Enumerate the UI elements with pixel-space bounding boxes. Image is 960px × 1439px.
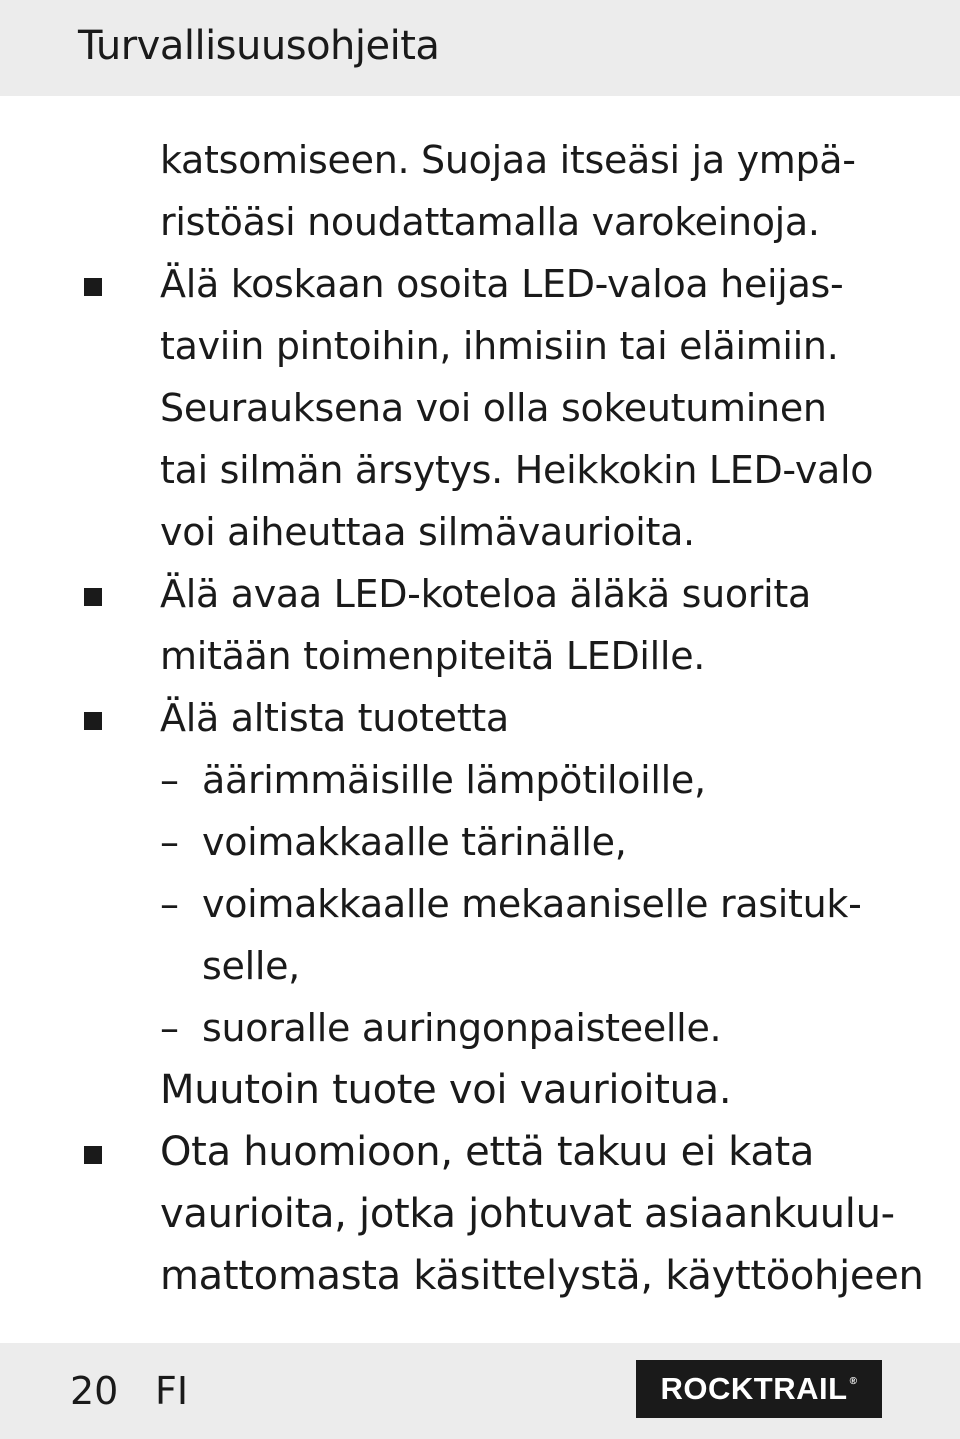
text-line: ristöäsi noudattamalla varokeinoja.: [160, 200, 820, 244]
text-line: voi aiheuttaa silmävaurioita.: [160, 510, 695, 554]
text-line: tai silmän ärsytys. Heikkokin LED-valo: [160, 448, 874, 492]
text-line: Älä koskaan osoita LED-valoa heijas-: [160, 262, 844, 306]
dash-list-item: [160, 756, 706, 804]
text-line: Seurauksena voi olla sokeutuminen: [160, 386, 827, 430]
square-bullet-icon: [84, 712, 102, 730]
square-bullet-icon: [84, 278, 102, 296]
text-line: mitään toimenpiteitä LEDille.: [160, 634, 706, 678]
registered-mark: ®: [849, 1375, 858, 1387]
dash-list-item: [160, 818, 627, 866]
dash-item-text: suoralle auringonpaisteelle.: [202, 1006, 722, 1050]
dash-list-item: [160, 1004, 721, 1052]
text-line: selle,: [202, 944, 300, 988]
dash-item-text: äärimmäisille lämpötiloille,: [202, 758, 706, 802]
dash-marker: –: [160, 1006, 179, 1050]
dash-marker: –: [160, 882, 179, 926]
text-line: mattomasta käsittelystä, käyttöohjeen: [160, 1253, 924, 1299]
text-line: Älä altista tuotetta: [160, 696, 509, 740]
text-line: Muutoin tuote voi vaurioitua.: [160, 1067, 732, 1113]
dash-item-text: voimakkaalle mekaaniselle rasituk-: [202, 882, 862, 926]
square-bullet-icon: [84, 1146, 102, 1164]
page-title: Turvallisuusohjeita: [78, 23, 440, 69]
text-line: Älä avaa LED-koteloa äläkä suorita: [160, 572, 811, 616]
square-bullet-icon: [84, 588, 102, 606]
text-line: Ota huomioon, että takuu ei kata: [160, 1129, 815, 1175]
text-line: vaurioita, jotka johtuvat asiaankuulu-: [160, 1191, 895, 1237]
page-footer: [0, 1343, 960, 1439]
rocktrail-logo: [636, 1360, 882, 1418]
text-line: taviin pintoihin, ihmisiin tai eläimiin.: [160, 324, 839, 368]
dash-marker: –: [160, 820, 179, 864]
dash-item-text: voimakkaalle tärinälle,: [202, 820, 627, 864]
text-line: katsomiseen. Suojaa itseäsi ja ympä-: [160, 138, 856, 182]
dash-list-item: [160, 880, 862, 928]
dash-marker: –: [160, 758, 179, 802]
logo-text: ROCKTRAIL: [660, 1371, 848, 1406]
page-header: [0, 0, 960, 96]
language-code: FI: [155, 1369, 189, 1413]
page-number: 20: [70, 1369, 119, 1413]
